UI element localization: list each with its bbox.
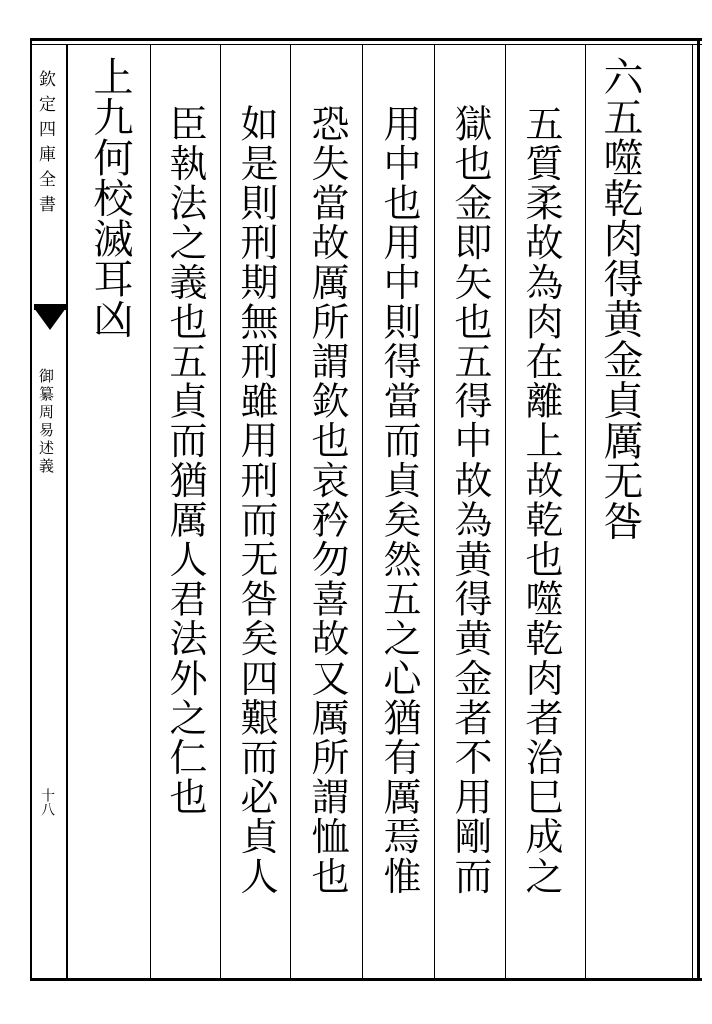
text-column-5: 恐失當故厲所謂欽也哀矜勿喜故又厲所謂恤也 [305,104,349,896]
text-column-2: 五質柔故為肉在離上故乾也噬乾肉者治巳成之 [519,104,563,896]
column-rule [362,44,363,978]
margin-divider-line [66,44,68,978]
page-number: 十八 [39,788,55,816]
frame-top-border [30,38,702,41]
column-rule [434,44,435,978]
frame-right-border [697,38,700,981]
frame-top-inner-border [30,44,702,45]
text-column-1: 六五噬乾肉得黄金貞厲无咎 [597,56,643,541]
text-column-3: 獄也金即矢也五得中故為黄得黄金者不用剛而 [448,104,492,896]
frame-right-inner-border [692,44,693,978]
book-title: 欽定四庫全書 [35,70,55,220]
column-rule [150,44,151,978]
text-column-6: 如是則刑期無刑雖用刑而无咎矣四艱而必貞人 [234,104,278,896]
text-column-7: 臣執法之義也五貞而猶厲人君法外之仁也 [163,104,207,817]
column-rule [585,44,586,978]
column-rule [290,44,291,978]
column-rule [505,44,506,978]
frame-bottom-border [30,978,702,981]
text-column-4: 用中也用中則得當而貞矣然五之心猶有厲焉惟 [377,104,421,896]
text-column-8: 上九何校滅耳凶 [87,56,133,339]
column-rule [220,44,221,978]
section-title: 御纂周易述義 [37,368,55,476]
fishtail-mark [34,308,66,330]
